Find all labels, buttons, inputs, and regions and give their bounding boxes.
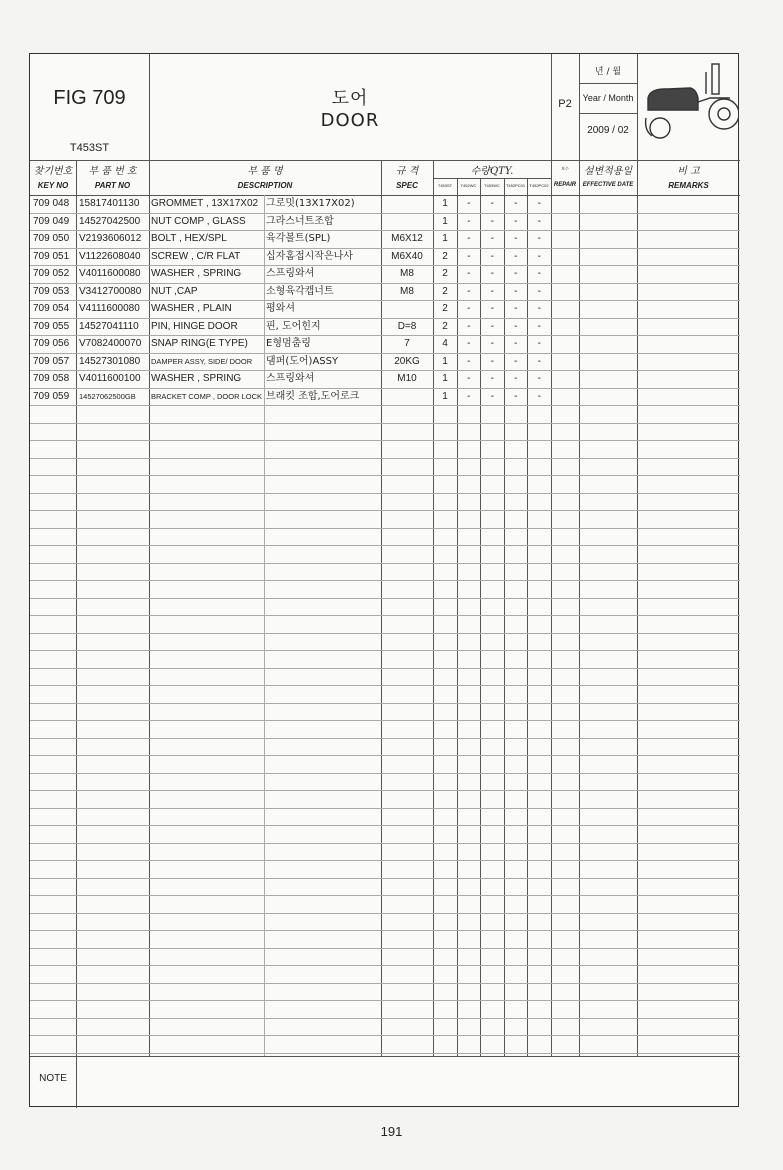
qty-dash-cell: - [467,215,471,227]
grid-line [30,545,740,546]
grid-line [527,178,528,1056]
grid-line [457,178,458,1056]
qty-dash-cell: - [537,268,541,279]
grid-line [30,948,740,949]
grid-line [30,370,740,371]
qty-dash-cell: - [537,285,541,297]
grid-line [30,265,740,266]
grid-line [30,563,740,564]
spec-header-en: SPEC [396,181,418,190]
remarks-header-en: REMARKS [668,181,709,190]
key-no-cell: 709 050 [33,233,70,244]
qty-dash-cell: - [537,355,541,367]
grid-line [480,178,481,1056]
qty-dash-cell: - [467,233,471,244]
grid-line [30,1056,740,1057]
grid-line [30,230,740,231]
qty-dash-cell: - [467,268,471,279]
description-cell: NUT COMP , GLASS [151,215,246,227]
description-ko-cell: 평와셔 [266,303,295,314]
grid-line [30,808,740,809]
qty-dash-cell: - [490,338,494,349]
qty-dash-cell: - [490,233,494,244]
qty-dash-cell: - [514,390,518,402]
grid-line [433,178,551,179]
grid-line [30,493,740,494]
qty-dash-cell: - [490,303,494,314]
part-no-cell: V4011600080 [79,268,141,279]
grid-line [30,633,740,634]
key-no-cell: 709 054 [33,303,70,314]
description-cell: WASHER , PLAIN [151,303,232,314]
year-month-en: Year / Month [582,93,634,103]
grid-line [579,54,580,160]
qty-dash-cell: - [514,250,518,262]
description-cell: BRACKET COMP , DOOR LOCK [151,391,262,401]
spec-cell: M6X12 [391,233,423,244]
qty-model-5: T452PC02 [529,183,549,188]
repair-header-ko: 보수 [561,166,569,171]
grid-line [30,248,740,249]
qty-dash-cell: - [490,320,494,332]
grid-line [30,895,740,896]
part-no-cell: 14527301080 [79,355,141,367]
qty-dash-cell: - [514,338,518,349]
description-ko-cell: 그라스너트조합 [266,215,334,227]
grid-line [381,160,382,1056]
grid-line [76,1056,77,1108]
desc-header-ko: 부 품 명 [247,166,283,177]
qty-dash-cell: - [467,338,471,349]
grid-line [30,1035,740,1036]
grid-line [264,195,265,1056]
qty-dash-cell: - [514,198,518,209]
qty-dash-cell: - [467,250,471,262]
grid-line [30,703,740,704]
qty-dash-cell: - [467,303,471,314]
grid-line [30,1000,740,1001]
part-no-cell: V4011600100 [79,373,141,384]
part-no-cell: V3412700080 [79,285,142,297]
spec-cell [381,213,433,231]
grid-line [76,160,77,1056]
qty-dash-cell: - [537,320,541,332]
grid-line [30,580,740,581]
grid-line [30,405,740,406]
part-no-cell: 15817401130 [79,198,140,209]
grid-line [30,738,740,739]
description-ko-cell: 그로밋(13X17X02) [266,198,355,209]
fig-number: FIG 709 [53,87,126,109]
grid-line [30,1018,740,1019]
grid-line [149,54,150,160]
description-ko-cell: E형멈춤링 [266,338,311,349]
grid-line [149,160,150,1056]
description-cell: PIN, HINGE DOOR [151,320,238,332]
grid-line [30,650,740,651]
grid-line [30,510,740,511]
qty-dash-cell: - [490,268,494,279]
qty-dash-cell: - [537,390,541,402]
grid-line [30,475,740,476]
description-cell: DAMPER ASSY, SIDE/ DOOR [151,356,253,366]
grid-line [551,160,552,1056]
spec-cell [381,388,433,406]
grid-line [30,458,740,459]
qty-dash-cell: - [490,390,494,402]
grid-line [30,860,740,861]
grid-line [637,160,638,1056]
description-cell: WASHER , SPRING [151,268,242,279]
qty-dash-cell: - [514,320,518,332]
qty-model-2: T452WC [460,183,477,188]
qty-header: 수량QTY. [470,166,514,177]
grid-line [30,388,740,389]
qty-cell: 1 [442,198,448,209]
grid-line [504,178,505,1056]
spec-cell [381,195,433,213]
key-no-cell: 709 056 [33,338,70,349]
key-no-cell: 709 058 [33,373,70,384]
title-english: DOOR [320,110,380,131]
page-number: 191 [380,1124,403,1139]
qty-dash-cell: - [467,320,471,332]
qty-dash-cell: - [537,198,541,209]
description-ko-cell: 소형육각캡너트 [266,285,334,297]
qty-dash-cell: - [490,215,494,227]
part-no-cell: V1122608040 [79,250,141,262]
grid-line [30,283,740,284]
effective-header-en: EFFECTIVE DATE [582,182,634,188]
grid-line [433,160,434,1056]
key-no-cell: 709 052 [33,268,70,279]
part-no-cell: 14527042500 [79,215,141,227]
key-header-en: KEY NO [37,181,69,190]
description-ko-cell: 핀, 도어힌지 [266,320,321,332]
key-no-cell: 709 053 [33,285,70,297]
qty-dash-cell: - [490,198,494,209]
grid-line [579,83,637,84]
grid-line [30,773,740,774]
qty-dash-cell: - [467,198,471,209]
effective-header-ko: 설변적용일 [583,166,633,177]
qty-dash-cell: - [467,285,471,297]
grid-line [30,160,740,161]
parts-sheet [29,53,739,1107]
description-ko-cell: 육각볼트(SPL) [266,233,331,244]
qty-cell: 1 [442,233,448,244]
key-no-cell: 709 048 [33,198,70,209]
part-no-cell: V4111600080 [79,303,140,314]
grid-line [30,720,740,721]
note-label: NOTE [39,1073,67,1084]
qty-dash-cell: - [490,355,494,367]
spec-cell: M8 [400,268,414,279]
qty-dash-cell: - [467,355,471,367]
qty-dash-cell: - [514,355,518,367]
qty-cell: 2 [442,303,448,314]
description-cell: BOLT , HEX/SPL [151,233,227,244]
qty-model-4: T452PC01 [505,183,526,188]
grid-line [551,54,552,160]
spec-cell [381,300,433,318]
description-ko-cell: 스프링와셔 [266,268,315,279]
repair-header-en: REPAIR [553,182,577,188]
year-month-ko: 년 / 월 [594,67,622,77]
spec-cell: 7 [404,338,410,349]
qty-dash-cell: - [537,373,541,384]
qty-dash-cell: - [537,303,541,314]
qty-dash-cell: - [537,338,541,349]
key-no-cell: 709 059 [33,390,70,402]
key-no-cell: 709 051 [33,250,70,262]
qty-dash-cell: - [514,285,518,297]
qty-cell: 1 [442,215,448,227]
description-ko-cell: 댐퍼(도어)ASSY [266,355,339,367]
qty-cell: 2 [442,268,448,279]
spec-cell: M8 [400,285,414,297]
grid-line [30,668,740,669]
grid-line [30,755,740,756]
desc-header-en: DESCRIPTION [237,181,293,190]
qty-dash-cell: - [490,250,494,262]
qty-cell: 1 [442,355,448,367]
qty-cell: 2 [442,285,448,297]
spec-cell: M10 [397,373,417,384]
grid-line [30,440,740,441]
tractor-icon [638,58,738,154]
grid-line [579,113,637,114]
description-ko-cell: 브래킷 조합,도어로크 [266,390,360,402]
spec-cell: M6X40 [391,250,423,262]
grid-line [30,825,740,826]
description-cell: NUT ,CAP [151,285,198,297]
part-no-cell: 14527041110 [79,320,139,332]
description-cell: WASHER , SPRING [151,373,242,384]
grid-line [30,318,740,319]
grid-line [30,965,740,966]
remarks-header-ko: 비 고 [677,166,700,177]
grid-line [30,213,740,214]
spec-header-ko: 규 격 [395,166,419,177]
date-value: 2009 / 02 [587,125,629,136]
qty-dash-cell: - [514,303,518,314]
qty-cell: 1 [442,373,448,384]
grid-line [30,423,740,424]
grid-line [30,685,740,686]
description-cell: SCREW , C/R FLAT [151,250,241,262]
key-header-ko: 찾기번호 [33,166,73,177]
grid-line [30,930,740,931]
part-header-ko: 부 품 번 호 [88,166,137,177]
grid-line [30,1053,740,1054]
qty-dash-cell: - [514,373,518,384]
description-ko-cell: 십자홈접시작은나사 [266,250,353,262]
qty-dash-cell: - [514,233,518,244]
qty-cell: 2 [442,250,448,262]
qty-dash-cell: - [537,215,541,227]
description-cell: SNAP RING(E TYPE) [151,338,248,349]
qty-dash-cell: - [514,268,518,279]
qty-dash-cell: - [490,285,494,297]
grid-line [30,598,740,599]
title-korean: 도어 [331,88,369,109]
grid-line [30,195,740,196]
grid-line [30,878,740,879]
description-ko-cell: 스프링와셔 [266,373,315,384]
qty-cell: 4 [442,338,448,349]
spec-cell: D=8 [397,320,417,332]
grid-line [30,300,740,301]
grid-line [637,54,638,160]
qty-model-3: T453WC [484,183,500,188]
qty-model-1: T453ST [437,183,453,188]
part-header-en: PART NO [94,181,131,190]
grid-line [30,615,740,616]
qty-dash-cell: - [537,233,541,244]
qty-dash-cell: - [467,373,471,384]
key-no-cell: 709 057 [33,355,70,367]
grid-line [30,983,740,984]
qty-dash-cell: - [490,373,494,384]
grid-line [30,843,740,844]
grid-line [30,790,740,791]
qty-dash-cell: - [537,250,541,262]
grid-line [579,160,580,1056]
qty-dash-cell: - [514,215,518,227]
model-code: T453ST [69,142,110,154]
grid-line [30,335,740,336]
qty-dash-cell: - [467,390,471,402]
key-no-cell: 709 049 [33,215,70,227]
spec-cell: 20KG [394,355,420,367]
grid-line [30,913,740,914]
part-no-cell: 14527062500GB [79,391,136,401]
part-no-cell: V7082400070 [79,338,142,349]
key-no-cell: 709 055 [33,320,70,332]
qty-cell: 2 [442,320,448,332]
grid-line [30,528,740,529]
description-cell: GROMMET , 13X17X02 [151,198,259,209]
qty-cell: 1 [442,390,448,402]
part-no-cell: V2193606012 [79,233,142,244]
page-code: P2 [558,98,572,110]
grid-line [30,353,740,354]
